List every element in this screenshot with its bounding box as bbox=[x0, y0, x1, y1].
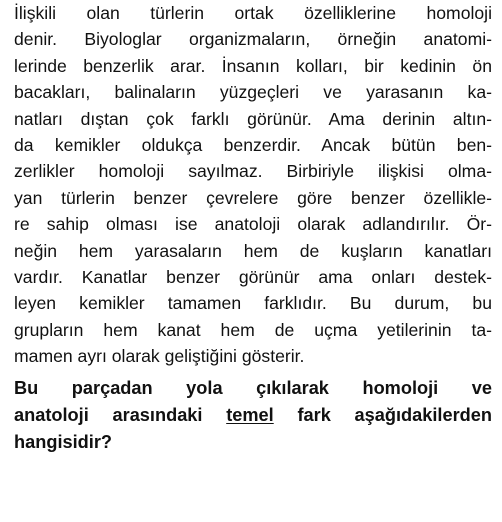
reading-passage bbox=[14, 0, 492, 369]
question-line-2-end: fark aşağıdakilerden bbox=[273, 405, 493, 426]
question-line-2-start: anatoloji arasındaki bbox=[14, 405, 227, 426]
passage-line-11: vardır. Kanatlar benzer görünür ama onları destek- bbox=[14, 266, 492, 287]
question-page bbox=[14, 0, 492, 456]
question-line-3: hangisidir? bbox=[14, 432, 113, 453]
passage-line-2: denir. Biyologlar organizmaların, örneğin anatomi- bbox=[14, 29, 492, 50]
passage-line-8: yan türlerin benzer çevrelere göre benzer özellikle- bbox=[14, 187, 492, 208]
question-stem bbox=[14, 375, 492, 456]
passage-line-4: bacakları, balinaların yüzgeçleri ve yarasanın ka- bbox=[14, 82, 492, 103]
passage-line-14: mamen ayrı olarak geliştiğini gösterir. bbox=[14, 346, 305, 367]
passage-line-1: İlişkili olan türlerin ortak özelliklerine homoloji bbox=[14, 3, 492, 23]
passage-line-12: leyen kemikler tamamen farklıdır. Bu durum, bu bbox=[14, 293, 492, 314]
passage-line-5: natları dıştan çok farklı görünür. Ama derinin altın- bbox=[14, 108, 492, 129]
underlined-keyword: temel bbox=[226, 405, 274, 426]
passage-line-7: zerlikler homoloji sayılmaz. Birbiriyle ilişkisi olma- bbox=[14, 161, 492, 182]
question-line-1: Bu parçadan yola çıkılarak homoloji ve bbox=[14, 378, 492, 399]
passage-line-6: da kemikler oldukça benzerdir. Ancak bütün ben- bbox=[14, 134, 492, 155]
question-line-2 bbox=[14, 402, 492, 429]
passage-line-3: lerinde benzerlik arar. İnsanın kolları, bir kedinin ön bbox=[14, 55, 492, 76]
passage-line-13: grupların hem kanat hem de uçma yetilerinin ta- bbox=[14, 319, 492, 340]
passage-line-9: re sahip olması ise anatoloji olarak adlandırılır. Ör- bbox=[14, 214, 492, 235]
passage-line-10: neğin hem yarasaların hem de kuşların kanatları bbox=[14, 240, 492, 261]
